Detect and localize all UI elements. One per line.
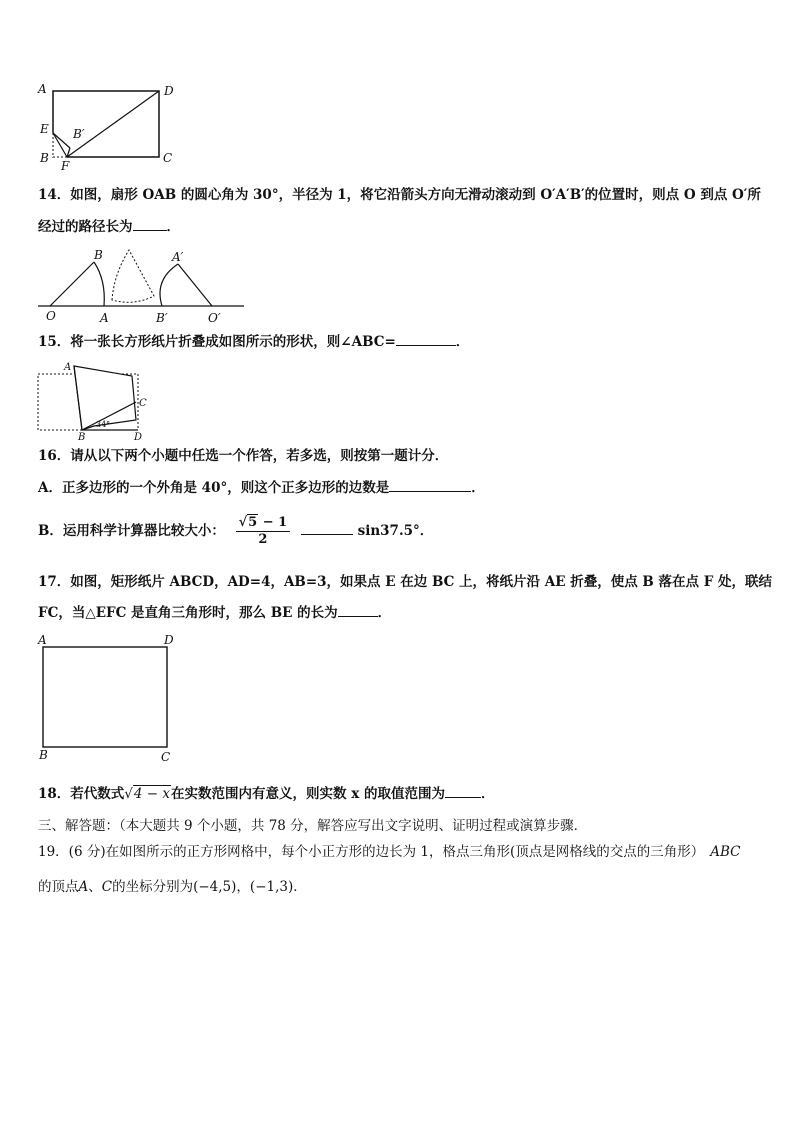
- sqrt-expression: √4 − x: [124, 786, 171, 802]
- q17-line2: FC，当△EFC 是直角三角形时，那么 BE 的长为 ．: [38, 605, 392, 621]
- rect-abcd: [43, 647, 167, 747]
- label-D: D: [134, 432, 143, 442]
- label-Ap: A′: [172, 250, 184, 264]
- label-A: A: [100, 311, 109, 322]
- q18-answer-blank: [445, 785, 481, 798]
- label-D: D: [164, 633, 174, 647]
- figure-q15-folded-paper: [36, 360, 156, 442]
- sector3-arc: [160, 264, 178, 306]
- label-Bp: B′: [73, 127, 85, 141]
- q19-line1: 19．(6 分)在如图所示的正方形网格中，每个小正方形的边长为 1，格点三角形(顶点是网格线的交点的三角形） ABC: [38, 844, 741, 860]
- sector2-dashed: [112, 250, 154, 302]
- q14-answer-blank: [133, 218, 167, 231]
- label-Op: O′: [208, 311, 221, 322]
- q17-line1: 17．如图，矩形纸片 ABCD，AD=4，AB=3，如果点 E 在边 BC 上，将纸片沿 AE 折叠，使点 B 落在点 F 处，联结: [38, 574, 773, 590]
- sector1-arc: [94, 262, 104, 306]
- line-e-bp: [53, 133, 70, 148]
- label-F: F: [61, 159, 70, 172]
- q14-line1: 14．如图，扇形 OAB 的圆心角为 30°，半径为 1，将它沿箭头方向无滑动滚动到 O′A′B′的位置时，则点 O 到点 O′所: [38, 187, 761, 203]
- label-E: E: [40, 122, 49, 136]
- q19-line2: 的顶点A、C的坐标分别为(−4,5)，(−1,3)．: [38, 879, 307, 895]
- q14-line2: 经过的路径长为 ．: [38, 219, 180, 235]
- label-angle-34: 34°: [96, 420, 111, 429]
- label-Bp: B′: [156, 311, 168, 322]
- label-B: B: [39, 748, 48, 762]
- line-e-f: [53, 133, 67, 157]
- label-A: A: [38, 82, 47, 96]
- triangle-abc: ABC: [710, 844, 741, 860]
- section-3-heading: 三、解答题：（本大题共 9 个小题，共 78 分，解答应写出文字说明、证明过程或演算步骤．: [38, 818, 588, 834]
- sector3-ao: [178, 264, 212, 306]
- line-fd: [67, 91, 159, 157]
- q16-stem: 16．请从以下两个小题中任选一个作答，若多选，则按第一题计分．: [38, 448, 449, 464]
- figure-q13-rectangle-fold: [34, 80, 184, 172]
- label-C: C: [163, 151, 173, 165]
- coord-a: (−4,5): [193, 879, 237, 895]
- label-B: B: [94, 248, 103, 262]
- label-A: A: [64, 362, 72, 373]
- q16b-answer-blank: [301, 522, 353, 535]
- radicand-5: 5: [248, 515, 258, 530]
- q16-part-b: B．运用科学计算器比较大小： $\frac{√5 - 1}{2}$ sin37.5°．: [38, 515, 434, 547]
- label-A: A: [38, 633, 47, 647]
- q16a-answer-blank: [389, 479, 471, 492]
- label-C: C: [139, 398, 147, 409]
- q17-answer-blank: [338, 604, 378, 617]
- q15-question: 15．将一张长方形纸片折叠成如图所示的形状，则∠ABC= ．: [38, 334, 470, 350]
- q15-answer-blank: [396, 333, 456, 346]
- label-B: B: [78, 432, 86, 442]
- label-D: D: [164, 84, 174, 98]
- q18-question: 18．若代数式√4 − x在实数范围内有意义，则实数 x 的取值范围为 ．: [38, 786, 495, 802]
- coord-c: (−1,3): [249, 879, 294, 895]
- q16-part-a: A．正多边形的一个外角是 40°，则这个正多边形的边数是 ．: [38, 480, 485, 496]
- sector1-ob: [50, 262, 94, 306]
- figure-q17-rectangle: [36, 632, 178, 766]
- label-O: O: [46, 309, 56, 322]
- figure-q14-sector-rolling: [36, 244, 246, 322]
- fraction-sqrt5-minus1-over2: $\frac{√5 - 1}{2}$: [236, 515, 291, 548]
- label-C: C: [161, 750, 171, 764]
- label-B: B: [40, 151, 49, 165]
